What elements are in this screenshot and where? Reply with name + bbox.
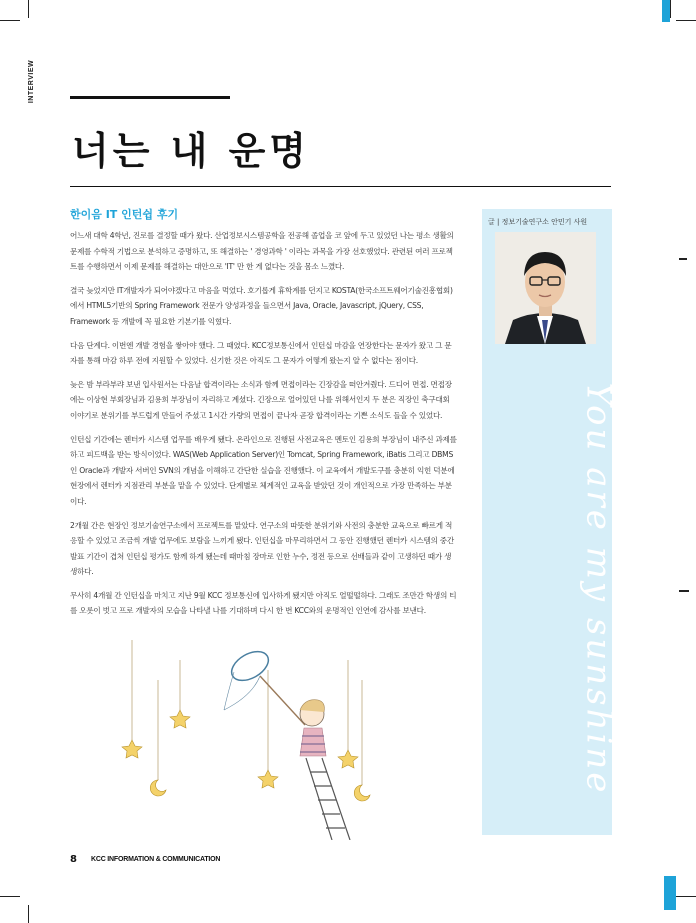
crop-mark <box>670 0 671 18</box>
crop-mark <box>679 590 689 592</box>
title-top-rule <box>70 96 230 99</box>
crop-mark <box>676 20 696 21</box>
crop-mark <box>0 20 20 21</box>
author-byline: 글 | 정보기술연구소 안민기 사원 <box>488 218 588 226</box>
paragraph: 무사히 4개월 간 인턴십을 마치고 지난 9월 KCC 정보통신에 입사하게 됐지만 아직도 얼떨떨하다. 그래도 조만간 학생의 티를 오롯이 벗고 프로 개발자의 모습을 나타낼 나를 기대하며 다시 한 번 KCC와의 운명적인 인연에 감사를 보낸다. <box>70 590 457 616</box>
crop-mark <box>679 258 687 260</box>
paragraph: 늦은 밤 부라부랴 보낸 입사원서는 다음날 합격이라는 소식과 함께 면접이라는 긴장감을 떠안겨줬다. 드디어 면접. 면접장에는 이상현 부회장님과 김용희 부장님이 자리하고 계셨다. 긴장으로 얼어있던 나를 위해서인지 두 분은 직장인 축구대회 이야기로 분위기를 부드럽게 만들어 주셨고 1시간 가량의 면접이 끝나자 곧장 합격이라는 기쁜 소식도 들을 수 있었다. <box>70 379 452 420</box>
accent-tab-bottom <box>664 876 676 910</box>
author-sidebar <box>482 209 619 835</box>
crop-mark <box>28 0 29 18</box>
paragraph: 어느새 대학 4학년, 진로를 결정할 때가 왔다. 산업정보시스템공학을 전공해 졸업을 코 앞에 두고 있었던 나는 평소 생활의 문제를 수학적 기법으로 분석하고 증명하고, 또 해결하는 ' 경영과학 ' 이라는 과목을 가장 선호했었다. 관련된 여러 프로젝트를 수행하면서 이제 문제를 해결하는 대안으로 'IT' 만 한 게 없다는 것을 몸소 느꼈다. <box>70 231 454 272</box>
article-body <box>70 228 458 627</box>
section-tag <box>28 52 52 122</box>
decorative-script-text: You are my sunshine <box>578 382 619 796</box>
page-number: 8 <box>70 854 77 865</box>
paragraph: 결국 늦었지만 IT개발자가 되어야겠다고 마음을 먹었다. 호기롭게 휴학계를 던지고 KOSTA(한국소프트웨어기술진흥협회)에서 HTML5기반의 Spring Framework 전문가 양성과정을 들으면서 Java, Oracle, Javascript, jQuery, CSS, Framework 등 개발에 꼭 필요한 기본기를 익혔다. <box>70 285 453 326</box>
page-title: 너는 내 운명 <box>72 129 310 173</box>
crop-mark <box>676 896 696 897</box>
crop-mark <box>0 896 20 897</box>
publication-name: KCC INFORMATION & COMMUNICATION <box>91 856 221 863</box>
crop-mark <box>28 905 29 923</box>
paragraph: 다음 단계다. 이번엔 개발 경험을 쌓아야 했다. 그 때였다. KCC정보통신에서 인턴십 마감을 연장한다는 문자가 왔고 그 문자를 통해 마감 하루 전에 지원할 수 있었다. 신기한 것은 아직도 그 문자가 어떻게 왔는지 알 수 없다는 점이다. <box>70 340 452 366</box>
illustration <box>100 640 440 840</box>
section-tag-label: INTERVIEW <box>28 59 36 104</box>
author-photo <box>495 232 596 344</box>
paragraph: 인턴십 기간에는 렌터카 시스템 업무를 배우게 됐다. 온라인으로 진행된 사전교육은 멘토인 김용희 부장님이 내주신 과제를 하고 피드백을 받는 방식이었다. WAS(Web Application Server)인 Tomcat, Spring Framework, iBatis 그리고 DBMS인 Oracle과 개발자 서버인 SVN의 개념을 이해하고 간단한 실습을 진행했다. 이 교육에서 개발도구를 충분히 익힌 덕분에 현장에서 렌터카 지점관리 부분을 맡을 수 있었다. 단계별로 체계적인 교육을 받았던 것이 개인적으로 가장 만족하는 부분이다. <box>70 434 457 506</box>
accent-tab-top <box>662 0 670 22</box>
article-heading: 한이음 IT 인턴쉽 후기 <box>70 208 179 221</box>
title-bottom-rule <box>70 186 611 187</box>
paragraph: 2개월 간은 현장인 정보기술연구소에서 프로젝트를 맡았다. 연구소의 따뜻한 분위기와 사전의 충분한 교육으로 빠르게 적응할 수 있었고 조금씩 개발 업무에도 보람을 느끼게 됐다. 인턴십을 마무리하면서 그 동안 진행했던 렌터카 시스템의 중간 발표 기간이 겹쳐 인턴십 평가도 함께 하게 됐는데 때마침 장마로 인한 누수, 정전 등으로 선배들과 같이 고생하던 때가 생생하다. <box>70 520 454 577</box>
